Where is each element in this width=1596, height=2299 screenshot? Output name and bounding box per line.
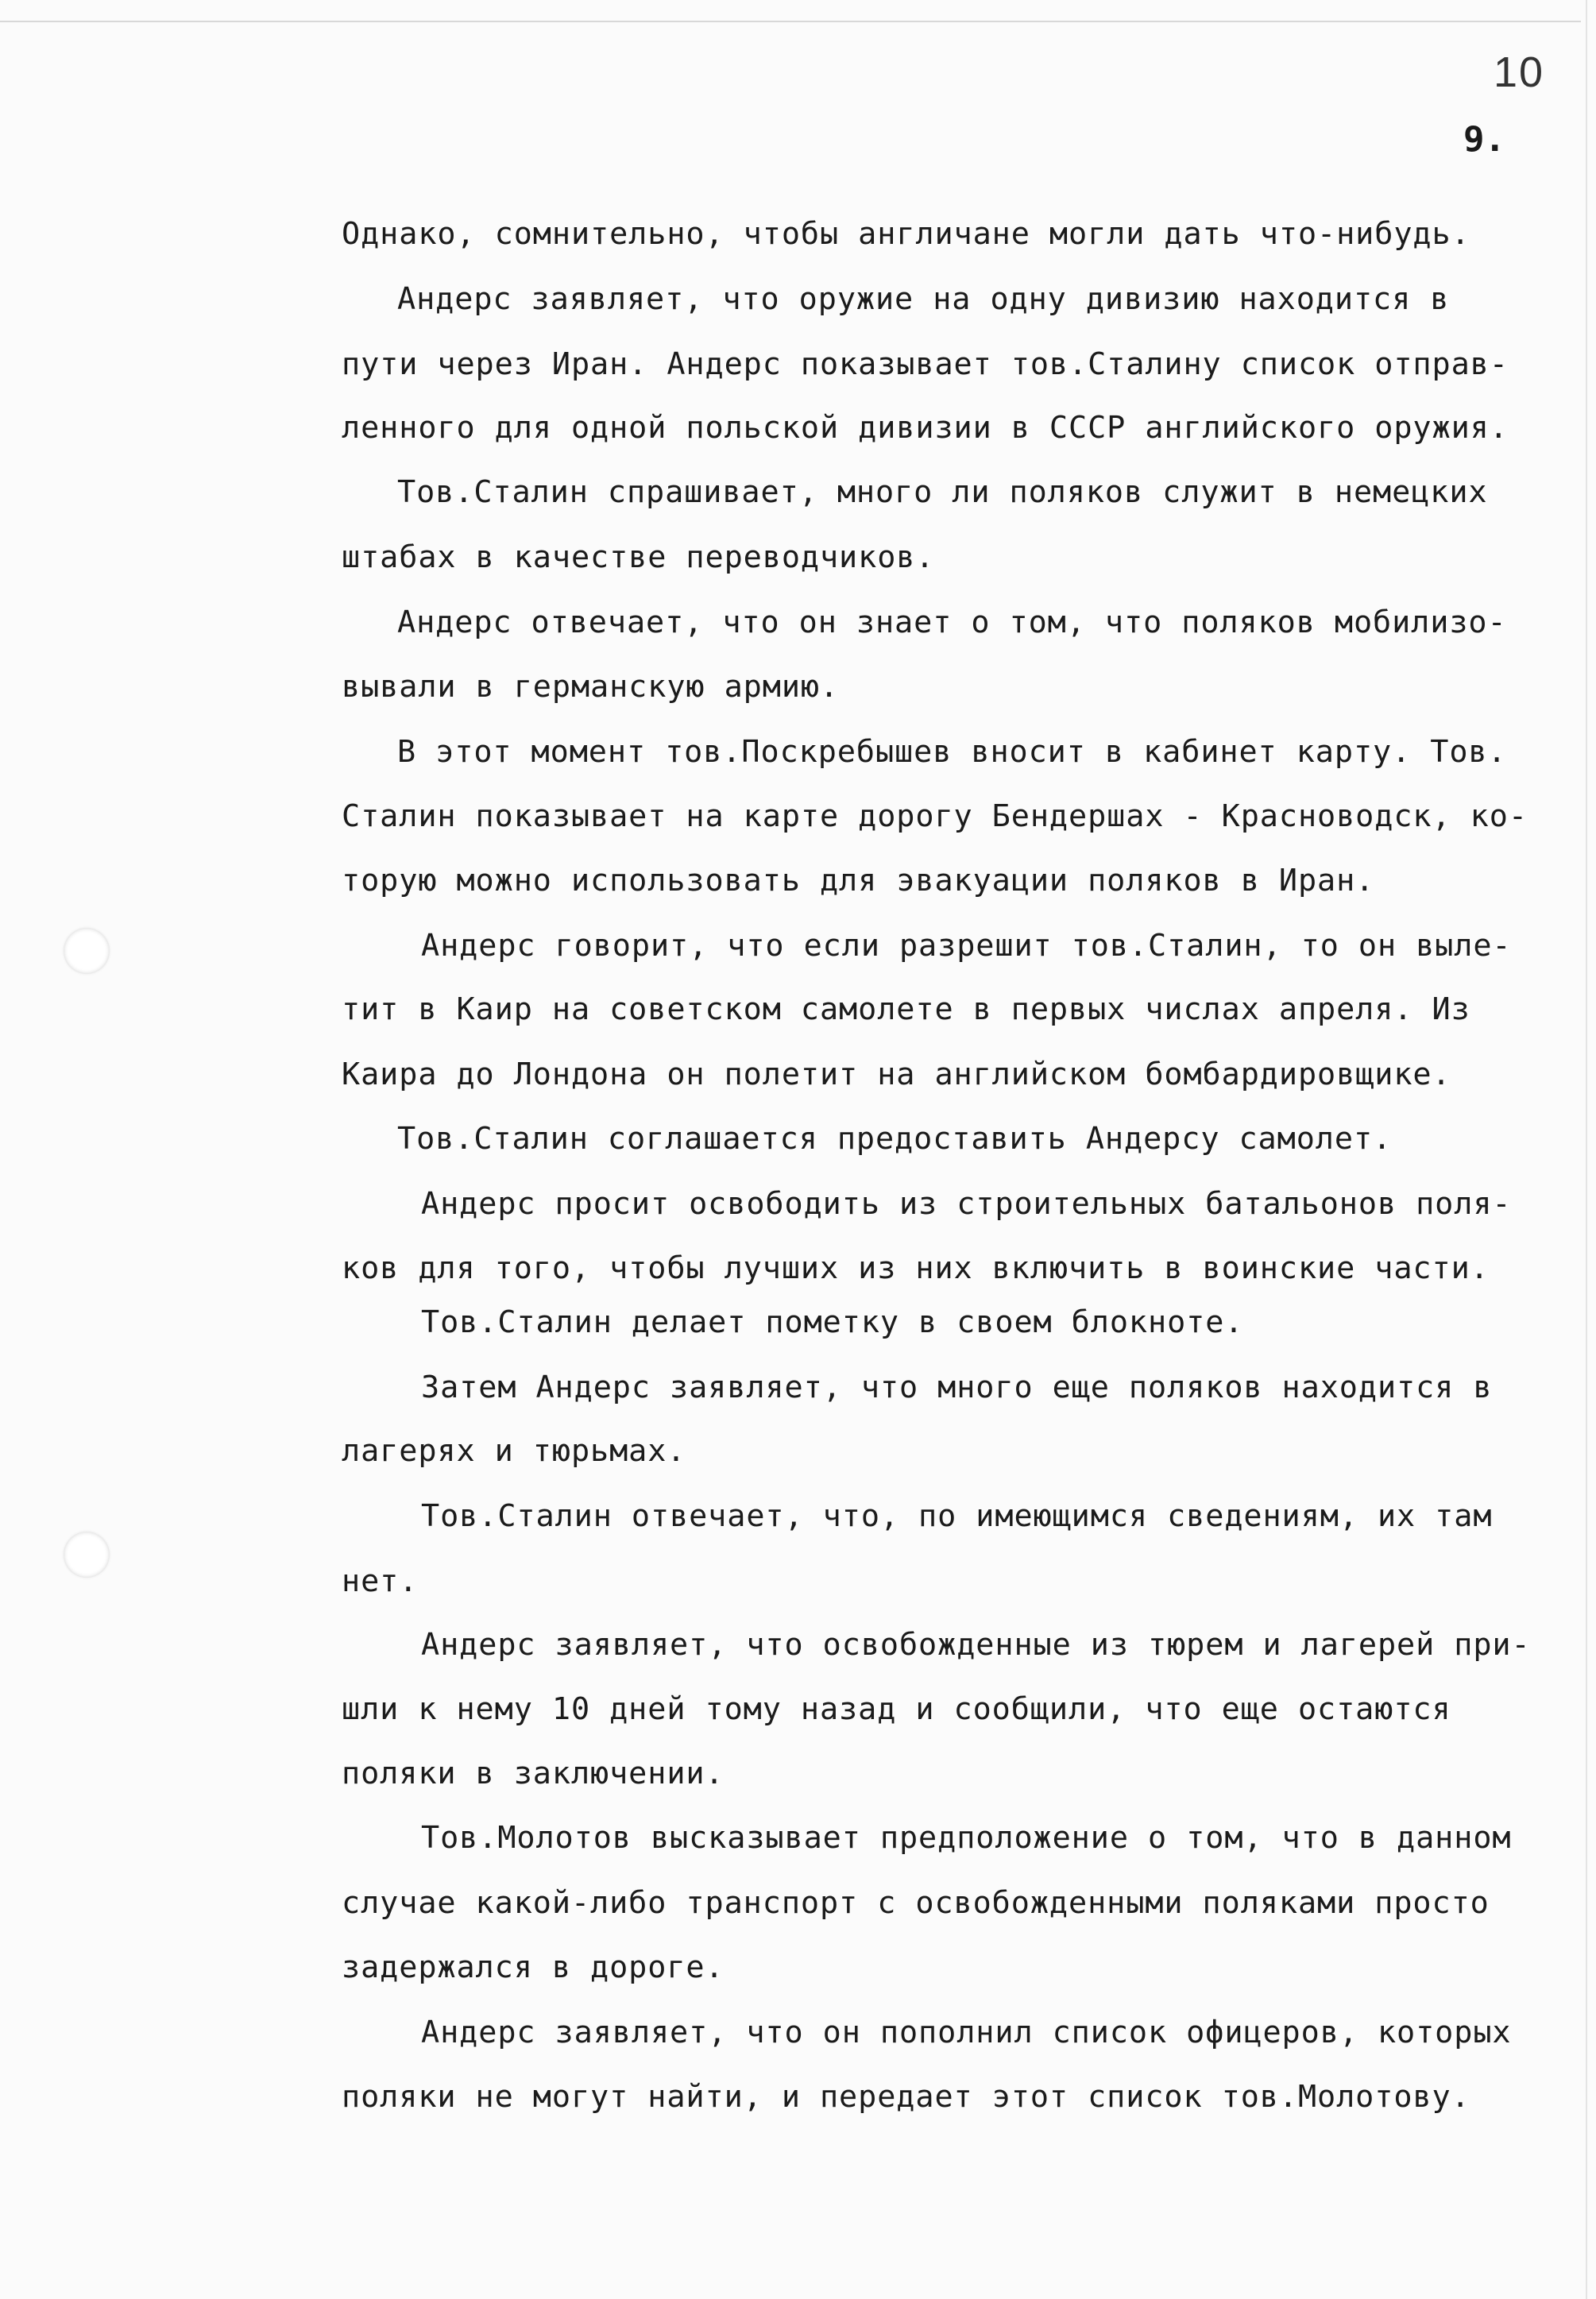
text-line: Тов.Сталин спрашивает, много ли поляков служит в немецких bbox=[397, 474, 1488, 510]
page-number: 9. bbox=[1463, 119, 1505, 160]
text-line: поляки не могут найти, и передает этот список тов.Молотову. bbox=[342, 2079, 1470, 2115]
text-line: задержался в дороге. bbox=[342, 1949, 725, 1985]
archive-page-number: 10 bbox=[1494, 48, 1545, 96]
text-line: шли к нему 10 дней тому назад и сообщили, что еще остаются bbox=[342, 1691, 1451, 1727]
text-line: тит в Каир на советском самолете в первых числах апреля. Из bbox=[342, 991, 1470, 1027]
text-line: Тов.Сталин отвечает, что, по имеющимся сведениям, их там bbox=[421, 1498, 1493, 1534]
text-line: Каира до Лондона он полетит на английском бомбардировщике. bbox=[342, 1057, 1451, 1092]
text-line: штабах в качестве переводчиков. bbox=[342, 539, 935, 575]
punch-hole bbox=[64, 1532, 110, 1578]
text-line: Тов.Сталин соглашается предоставить Андерсу самолет. bbox=[397, 1121, 1393, 1157]
text-line: нет. bbox=[342, 1563, 419, 1599]
text-line: Затем Андерс заявляет, что много еще поляков находится в bbox=[421, 1370, 1493, 1405]
text-line: Однако, сомнительно, чтобы англичане могли дать что-нибудь. bbox=[342, 216, 1470, 252]
text-line: лагерях и тюрьмах. bbox=[342, 1433, 686, 1469]
text-line: случае какой-либо транспорт с освобожденными поляками просто bbox=[342, 1885, 1490, 1921]
text-line: Тов.Сталин делает пометку в своем блокноте. bbox=[421, 1304, 1244, 1340]
page-right-edge bbox=[1586, 0, 1587, 2299]
text-line: В этот момент тов.Поскребышев вносит в кабинет карту. Тов. bbox=[397, 734, 1507, 770]
text-line: ков для того, чтобы лучших из них включить в воинские части. bbox=[342, 1250, 1490, 1286]
text-line: Андерс отвечает, что он знает о том, что поляков мобилизо- bbox=[397, 605, 1507, 640]
text-line: ленного для одной польской дивизии в СССР английского оружия. bbox=[342, 410, 1509, 446]
text-line: Андерс заявляет, что освобожденные из тюрем и лагерей при- bbox=[421, 1627, 1531, 1663]
text-line: пути через Иран. Андерс показывает тов.Сталину список отправ- bbox=[342, 346, 1509, 382]
text-line: торую можно использовать для эвакуации поляков в Иран. bbox=[342, 863, 1375, 898]
text-line: Андерс заявляет, что он пополнил список офицеров, которых bbox=[421, 2015, 1512, 2050]
text-line: поляки в заключении. bbox=[342, 1756, 725, 1791]
text-line: Андерс говорит, что если разрешит тов.Сталин, то он выле- bbox=[421, 928, 1512, 964]
text-line: Андерс заявляет, что оружие на одну дивизию находится в bbox=[397, 281, 1450, 317]
text-line: вывали в германскую армию. bbox=[342, 669, 840, 705]
punch-hole bbox=[64, 928, 110, 974]
page-top-edge bbox=[0, 21, 1581, 22]
text-line: Тов.Молотов высказывает предположение о том, что в данном bbox=[421, 1820, 1512, 1856]
text-line: Сталин показывает на карте дорогу Бендершах - Красноводск, ко- bbox=[342, 798, 1528, 834]
text-line: Андерс просит освободить из строительных батальонов поля- bbox=[421, 1186, 1512, 1222]
